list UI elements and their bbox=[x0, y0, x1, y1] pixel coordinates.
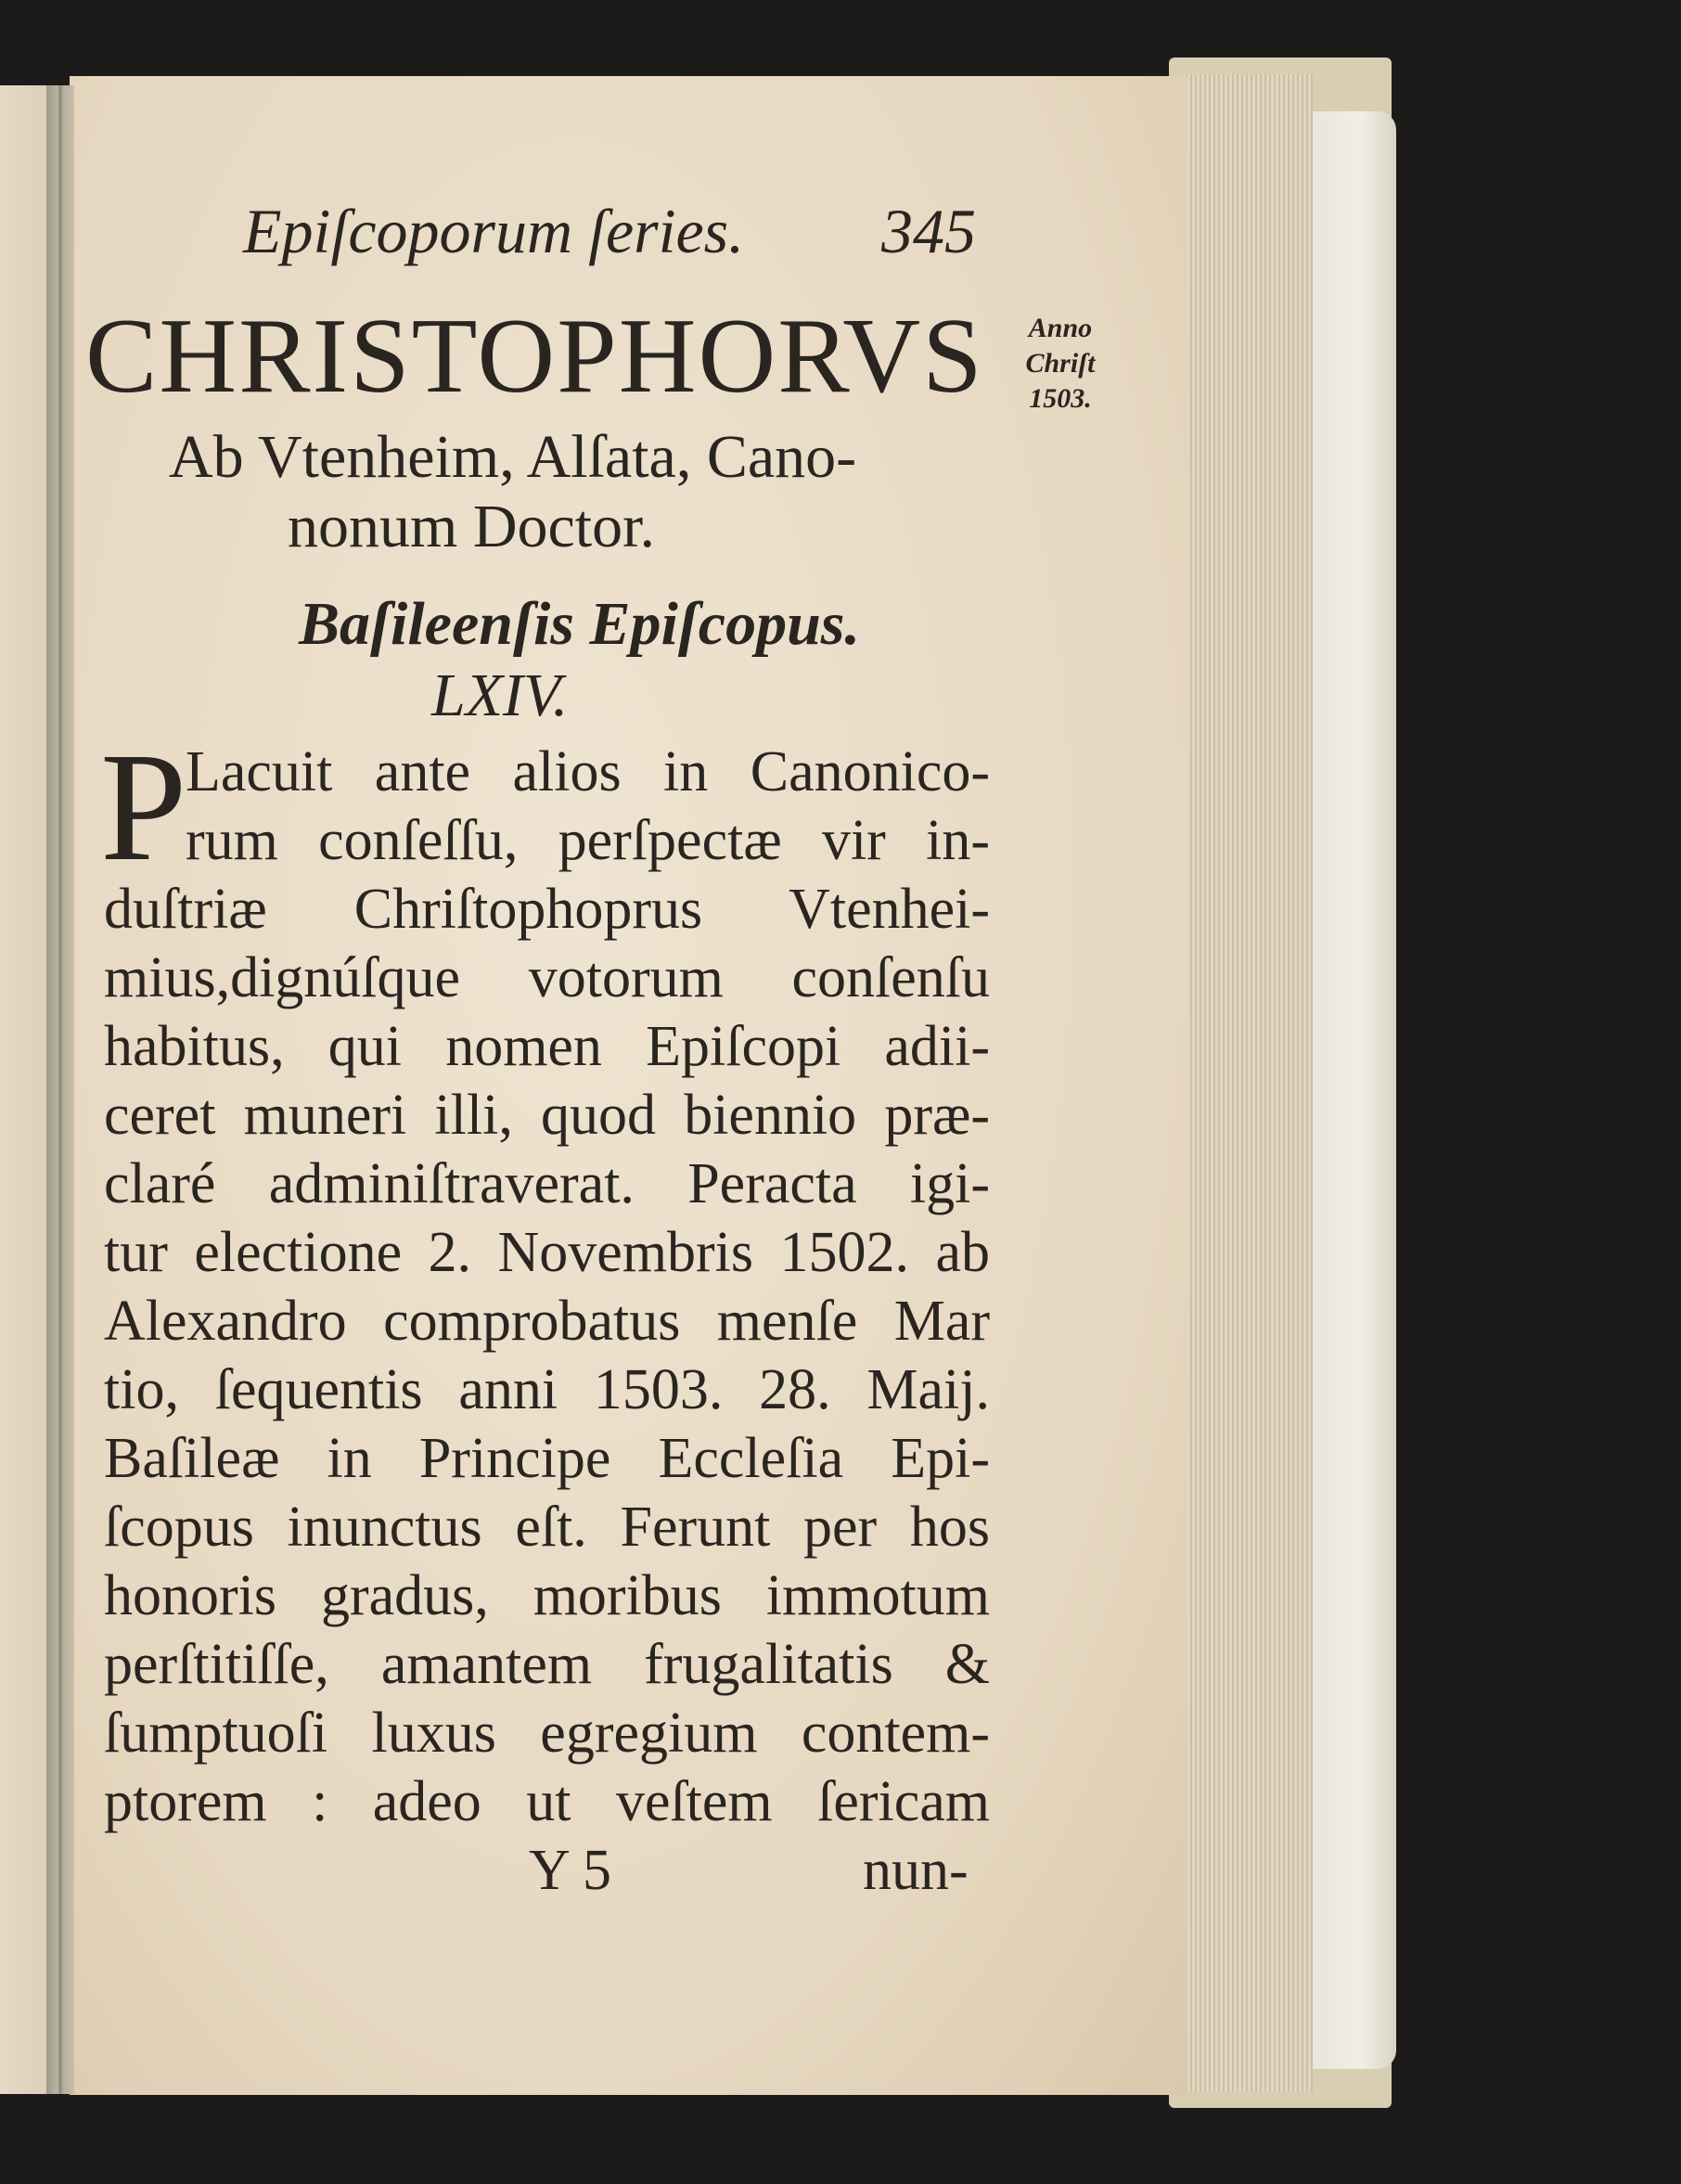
body-line: honoris gradus, moribus immotum bbox=[104, 1564, 990, 1627]
ordinal-number: LXIV. bbox=[431, 662, 569, 729]
body-line: ceret muneri illi, quod biennio præ- bbox=[104, 1084, 990, 1147]
body-line: ſcopus inunctus eſt. Ferunt per hos bbox=[104, 1496, 990, 1559]
body-line: ptorem : adeo ut veſtem ſericam bbox=[104, 1770, 990, 1833]
body-line: habitus, qui nomen Epiſcopi adii- bbox=[104, 1015, 990, 1078]
body-line: Lacuit ante alios in Canonico- bbox=[186, 740, 990, 803]
body-line: Baſileæ in Principe Eccleſia Epi- bbox=[104, 1427, 990, 1490]
paper-flyleaf bbox=[1308, 111, 1396, 2069]
drop-cap: P bbox=[100, 721, 187, 893]
page-edges bbox=[1183, 74, 1313, 2092]
see-heading: Baſileenſis Epiſcopus. bbox=[299, 590, 860, 658]
body-line: claré adminiſtraverat. Peracta igi- bbox=[104, 1152, 990, 1215]
page-number: 345 bbox=[881, 196, 976, 266]
margin-note-line: Anno bbox=[1028, 313, 1093, 343]
subtitle-line: Ab Vtenheim, Alſata, Cano- bbox=[169, 423, 857, 491]
body-line: mius,dignúſque votorum conſenſu bbox=[104, 946, 990, 1009]
signature-mark: Y 5 bbox=[529, 1839, 611, 1902]
body-line: tur electione 2. Novembris 1502. ab bbox=[104, 1221, 990, 1284]
margin-note-line: Chriſt bbox=[1025, 348, 1096, 379]
page-title: CHRISTOPHORVS bbox=[85, 297, 984, 416]
body-line: duſtriæ Chriſtophoprus Vtenhei- bbox=[104, 878, 990, 941]
margin-note-line: 1503. bbox=[1029, 383, 1092, 414]
book-gutter bbox=[46, 85, 74, 2094]
running-title: Epiſcoporum ſeries. bbox=[243, 196, 745, 266]
subtitle-line: nonum Doctor. bbox=[288, 493, 655, 560]
body-line: perſtitiſſe, amantem frugalitatis & bbox=[104, 1633, 990, 1696]
catchword: nun- bbox=[863, 1839, 969, 1902]
body-line: Alexandro comprobatus menſe Mar bbox=[104, 1290, 990, 1353]
body-line: ſumptuoſi luxus egregium contem- bbox=[104, 1702, 990, 1765]
margin-note bbox=[1019, 311, 1102, 417]
body-line: tio, ſequentis anni 1503. 28. Maij. bbox=[104, 1358, 990, 1421]
body-line: rum conſeſſu, perſpectæ vir in- bbox=[186, 809, 990, 872]
